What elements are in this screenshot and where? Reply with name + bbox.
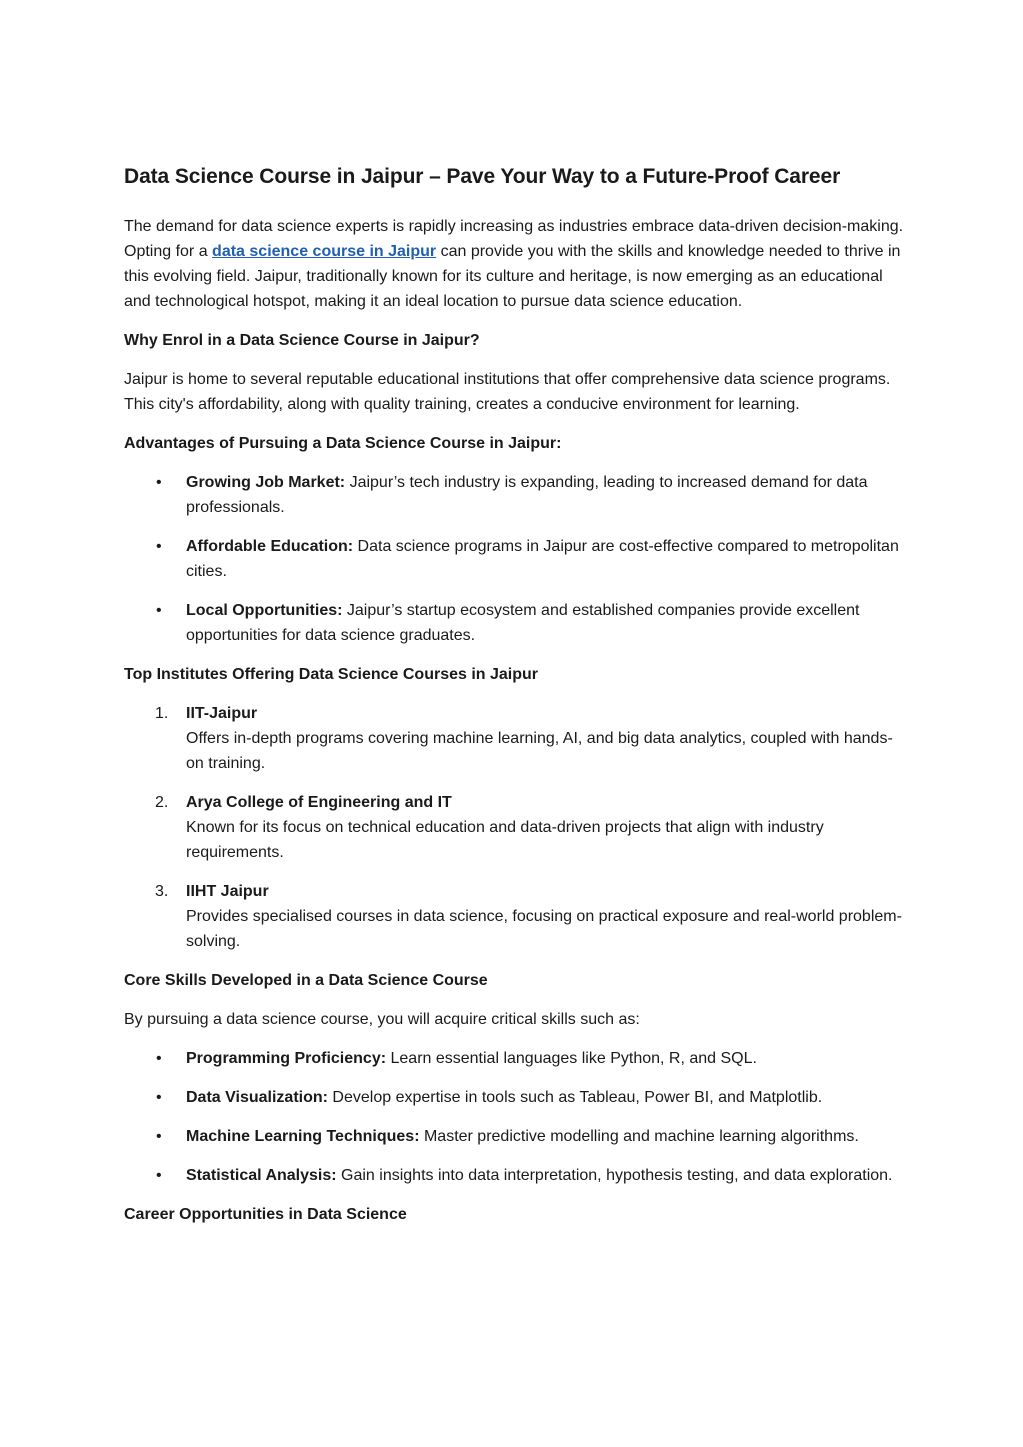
why-heading: Why Enrol in a Data Science Course in Jaipur? <box>124 332 480 349</box>
item-label: Affordable Education: <box>186 538 354 555</box>
institute-name: Arya College of Engineering and IT <box>186 794 452 811</box>
institute-name: IIHT Jaipur <box>186 883 269 900</box>
item-number: 2. <box>155 794 169 811</box>
list-item <box>124 1163 904 1188</box>
item-label: Growing Job Market: <box>186 474 346 491</box>
institute-name: IIT-Jaipur <box>186 705 258 722</box>
list-item <box>124 598 904 648</box>
item-text: Gain insights into data interpretation, hypothesis testing, and data exploration. <box>336 1167 893 1184</box>
institute-description: Known for its focus on technical education and data-driven projects that align with industry requirements. <box>186 819 824 861</box>
list-item <box>124 1124 904 1149</box>
advantages-list <box>124 470 904 648</box>
item-text: Data science programs in Jaipur are cost-effective compared to metropolitan cities. <box>186 538 899 580</box>
institutes-heading: Top Institutes Offering Data Science Courses in Jaipur <box>124 666 539 683</box>
item-number: 1. <box>155 705 169 722</box>
institute-description: Offers in-depth programs covering machine learning, AI, and big data analytics, coupled with hands-on training. <box>186 730 893 772</box>
item-text: Jaipur’s tech industry is expanding, leading to increased demand for data professionals. <box>186 474 868 516</box>
skills-list <box>124 1046 904 1188</box>
bullet-icon: • <box>156 1050 162 1067</box>
item-label: Machine Learning Techniques: <box>186 1128 420 1145</box>
bullet-icon: • <box>156 1167 162 1184</box>
item-text: Develop expertise in tools such as Tableau, Power BI, and Matplotlib. <box>327 1089 823 1106</box>
intro-text-before-link: The demand for data science experts is rapidly increasing as industries embrace data-driven decision-making. Opting for a <box>124 218 904 260</box>
list-item <box>124 879 904 954</box>
item-text: Master predictive modelling and machine learning algorithms. <box>419 1128 859 1145</box>
list-item <box>124 1046 904 1071</box>
skills-heading: Core Skills Developed in a Data Science Course <box>124 972 488 989</box>
document-page <box>124 160 904 1241</box>
advantages-heading: Advantages of Pursuing a Data Science Course in Jaipur: <box>124 435 562 452</box>
intro-paragraph <box>124 214 904 314</box>
institute-description: Provides specialised courses in data science, focusing on practical exposure and real-world problem-solving. <box>186 908 902 950</box>
item-label: Programming Proficiency: <box>186 1050 387 1067</box>
list-item <box>124 1085 904 1110</box>
list-item <box>124 790 904 865</box>
course-link[interactable]: data science course in Jaipur <box>212 243 437 260</box>
bullet-icon: • <box>156 538 162 555</box>
item-text: Learn essential languages like Python, R, and SQL. <box>386 1050 757 1067</box>
list-item <box>124 701 904 776</box>
item-number: 3. <box>155 883 169 900</box>
intro-text-after-link: can provide you with the skills and knowledge needed to thrive in this evolving field. Jaipur, traditionally known for its culture and heritage, is now emerging as an educational and technological hotspot, making it an ideal location to pursue data science education. <box>124 243 901 310</box>
why-paragraph: Jaipur is home to several reputable educational institutions that offer comprehensive data science programs. This city's affordability, along with quality training, creates a conducive environment for learning. <box>124 371 891 413</box>
item-text: Jaipur’s startup ecosystem and established companies provide excellent opportunities for data science graduates. <box>186 602 860 644</box>
item-label: Statistical Analysis: <box>186 1167 337 1184</box>
item-label: Local Opportunities: <box>186 602 343 619</box>
list-item <box>124 470 904 520</box>
item-label: Data Visualization: <box>186 1089 328 1106</box>
list-item <box>124 534 904 584</box>
bullet-icon: • <box>156 474 162 491</box>
bullet-icon: • <box>156 602 162 619</box>
skills-intro: By pursuing a data science course, you will acquire critical skills such as: <box>124 1011 640 1028</box>
page-title: Data Science Course in Jaipur – Pave Your Way to a Future-Proof Career <box>124 165 841 188</box>
career-heading: Career Opportunities in Data Science <box>124 1206 407 1223</box>
institutes-list <box>124 701 904 954</box>
bullet-icon: • <box>156 1089 162 1106</box>
bullet-icon: • <box>156 1128 162 1145</box>
